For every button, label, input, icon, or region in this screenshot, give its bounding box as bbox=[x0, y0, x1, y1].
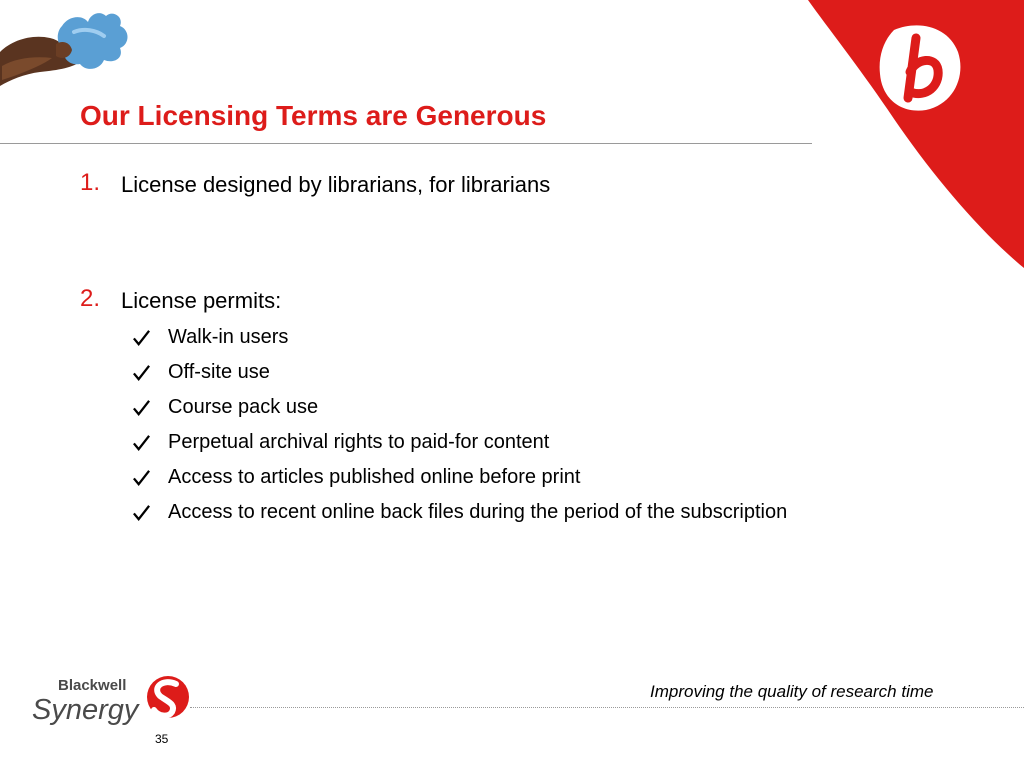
checklist-item-text: Perpetual archival rights to paid-for content bbox=[168, 431, 550, 453]
point-text: License designed by librarians, for librarians bbox=[121, 172, 551, 197]
point-text: License permits: bbox=[121, 288, 282, 313]
logo-text-line1: Blackwell bbox=[58, 677, 127, 694]
checklist-item-text: Off-site use bbox=[168, 361, 270, 383]
checklist-item bbox=[131, 498, 811, 527]
checkmark-icon bbox=[132, 328, 151, 347]
title-divider bbox=[0, 143, 812, 144]
checklist-item-text: Access to recent online back files during the period of the subscription bbox=[168, 501, 788, 523]
page-number: 35 bbox=[155, 732, 169, 746]
checklist-item bbox=[131, 323, 811, 352]
footer-divider bbox=[190, 707, 1024, 708]
checkmark-icon bbox=[132, 363, 151, 382]
logo-text-line2: Synergy bbox=[32, 694, 139, 726]
b-monogram-icon bbox=[808, 0, 1024, 270]
hand-puzzle-image bbox=[0, 0, 150, 100]
s-swirl-icon bbox=[147, 676, 189, 718]
blackwell-synergy-logo bbox=[30, 670, 190, 726]
checkmark-icon bbox=[132, 433, 151, 452]
checklist-item-text: Course pack use bbox=[168, 396, 319, 418]
checklist-item bbox=[131, 393, 811, 422]
checkmark-icon bbox=[132, 503, 151, 522]
checklist-item-text: Access to articles published online before print bbox=[168, 466, 581, 488]
point-number: 2. bbox=[80, 285, 101, 312]
checklist-item bbox=[131, 463, 811, 492]
checklist-item bbox=[131, 428, 811, 457]
slide-title: Our Licensing Terms are Generous bbox=[80, 100, 547, 131]
point-number: 1. bbox=[80, 169, 101, 196]
footer-tagline: Improving the quality of research time bbox=[650, 682, 934, 701]
checkmark-icon bbox=[132, 398, 151, 417]
checklist-item bbox=[131, 358, 811, 387]
checklist-item-text: Walk-in users bbox=[168, 326, 289, 348]
permits-checklist bbox=[131, 323, 811, 533]
checkmark-icon bbox=[132, 468, 151, 487]
